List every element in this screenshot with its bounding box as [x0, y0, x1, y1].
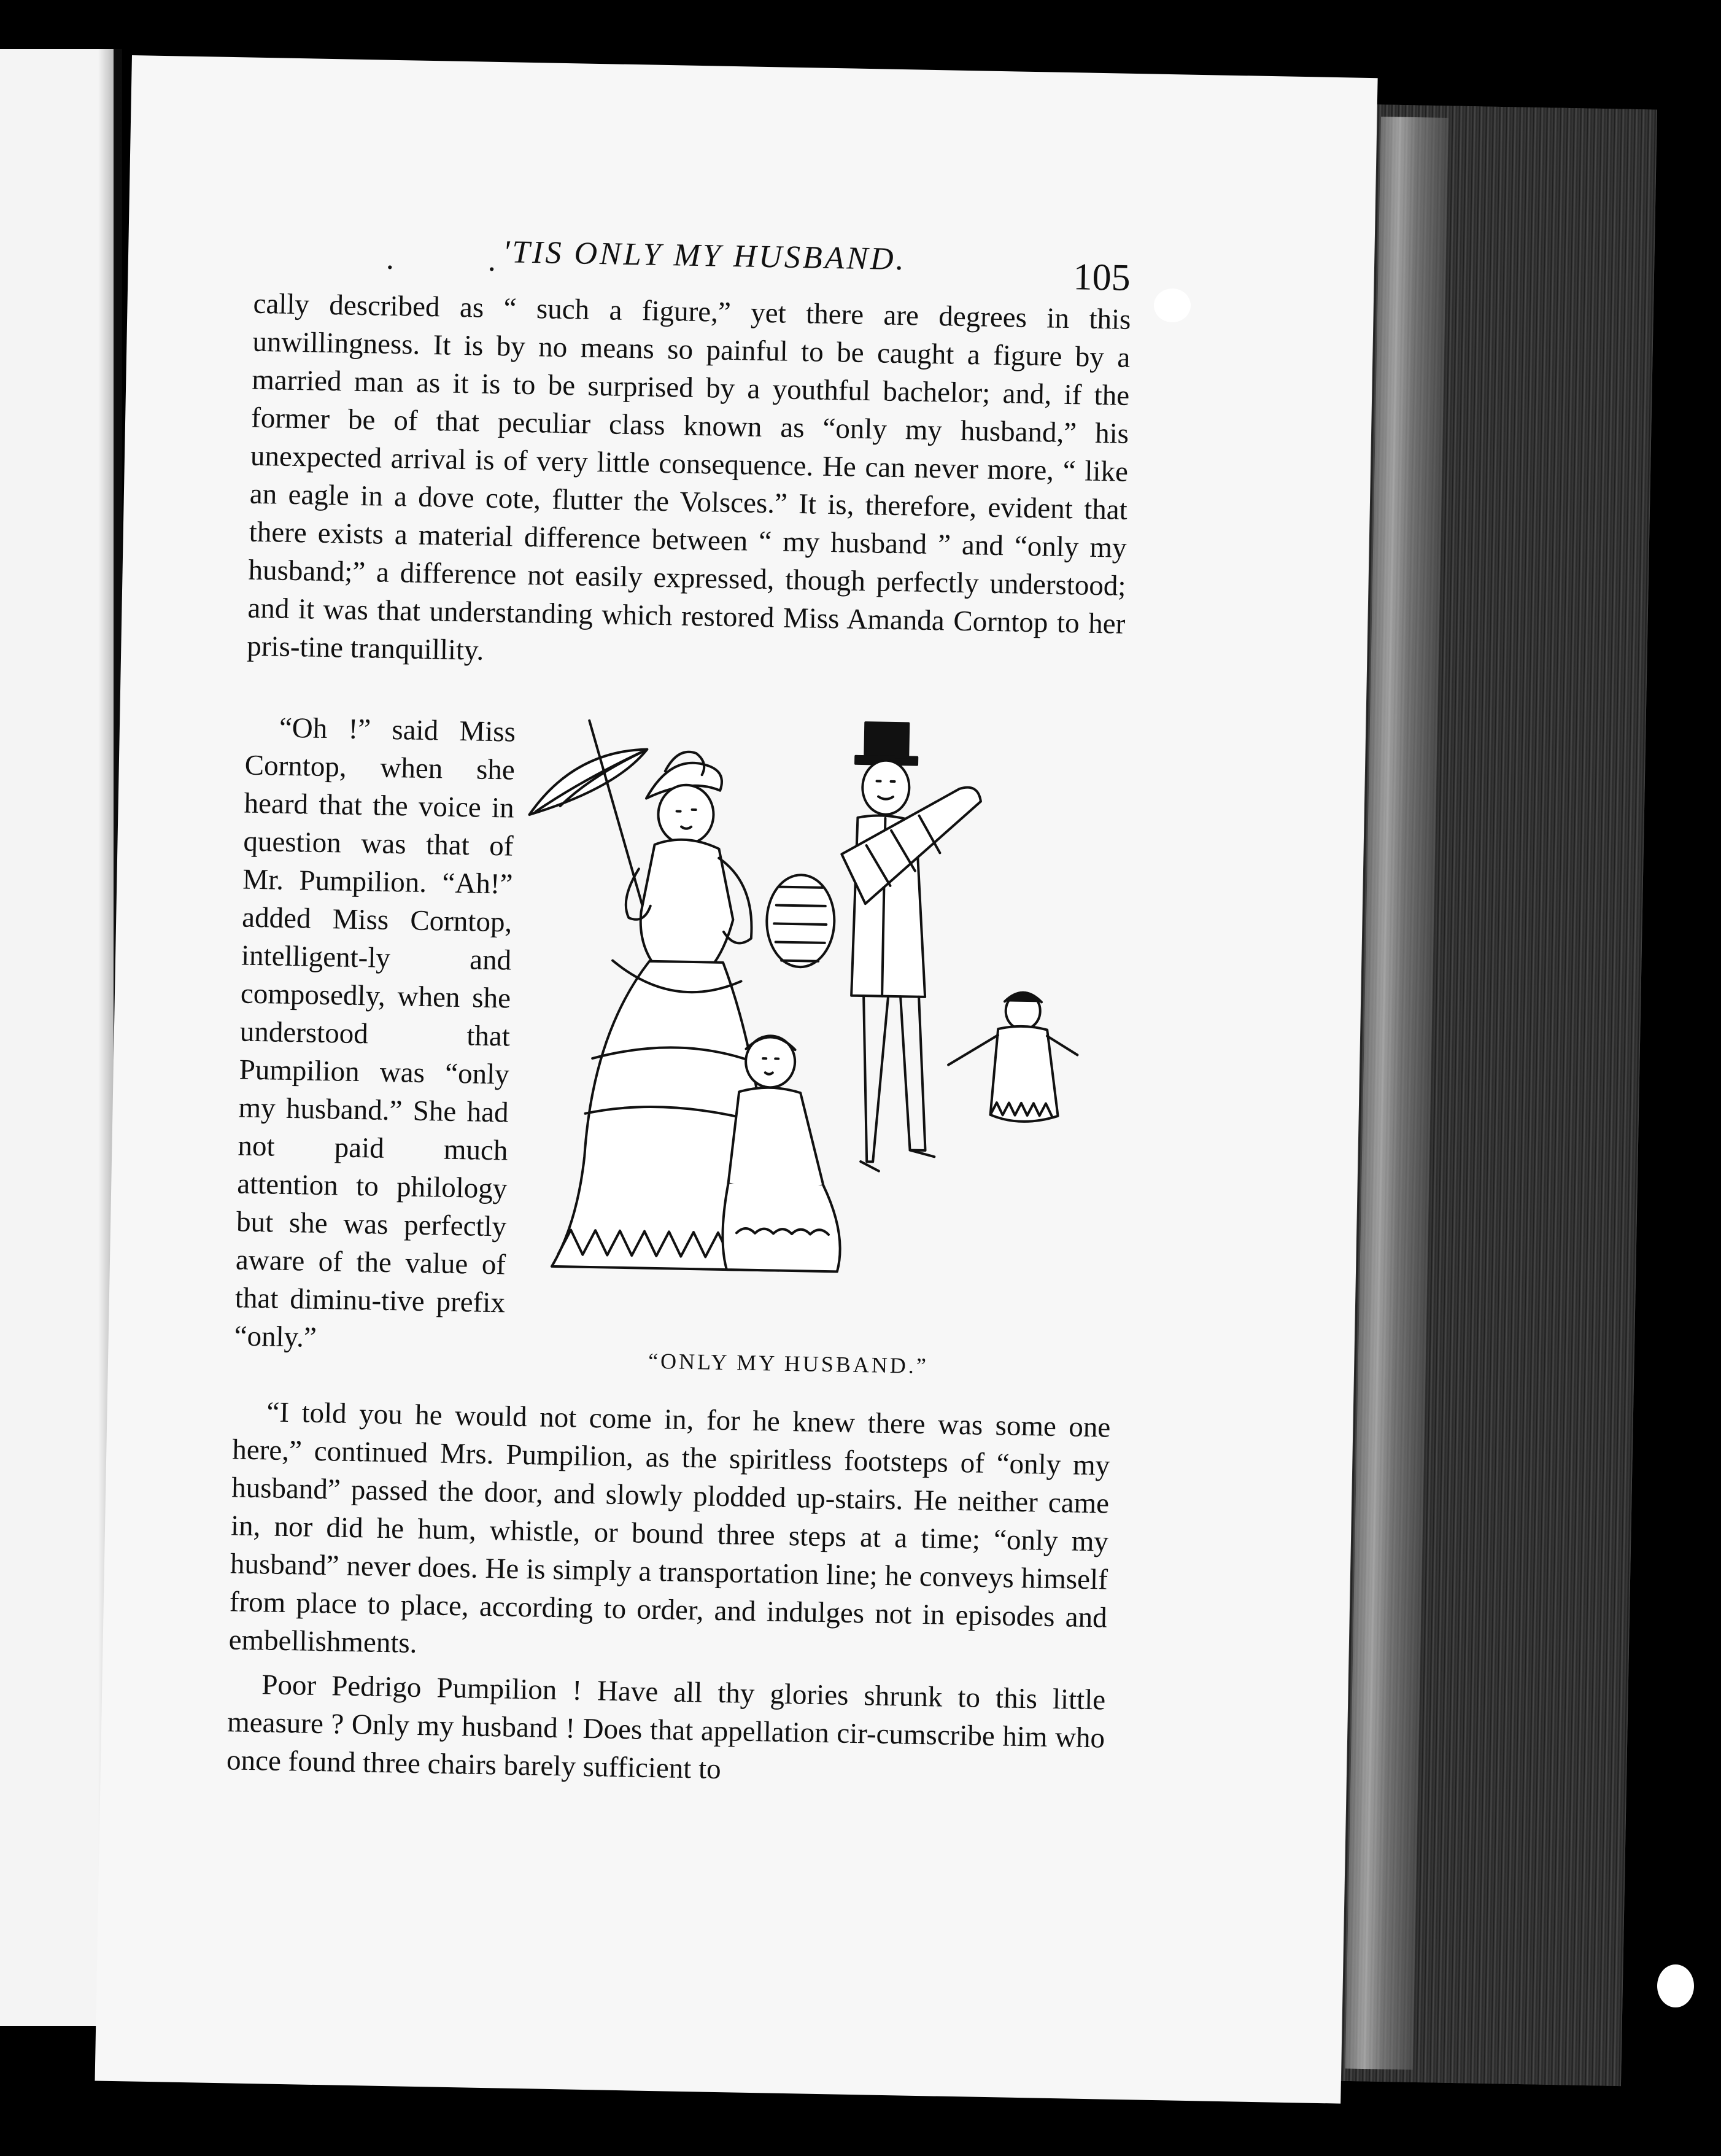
paragraph: “Oh !” said Miss Corntop, when she heard that the voice in question was that of Mr. Pumpilion. “Ah!” added Miss Corntop, intelligent-ly and composedly, when she understood that Pumpilion was “only my husband.” She had not paid much attention to philology but she was perfectly aware of the value of that diminu-tive prefix “only.” [234, 712, 516, 1354]
running-head-title: 'TIS ONLY MY HUSBAND. [502, 235, 907, 277]
scan-artifact [1154, 289, 1191, 322]
text-column-beside-illustration [234, 708, 516, 1360]
page-number: 105 [1073, 256, 1131, 299]
illustration [514, 713, 1096, 1350]
paragraph: “I told you he would not come in, for he knew there was some one here,” continued Mrs. Pumpilion, as the spiritless footsteps of “only my husband” passed the door, and slowly plodded up-stairs. He neither came in, nor did he hum, whistle, or bound three steps at a time; “only my husband” never does. He is simply a transportation line; he conveys himself from place to place, according to order, and indulges not in episodes and embellishments. [228, 1396, 1111, 1659]
illustration-drawing [514, 713, 1096, 1350]
text-block-bottom [226, 1392, 1111, 1795]
text-block-top [246, 285, 1131, 724]
paragraph: cally described as “ such a figure,” yet there are degrees in this unwillingness. It is by no means so painful to be caught a figure by a married man as it is to be surprised by a youthful bachelor; and, if the former be of that peculiar class known as “only my husband,” his unexpected arrival is of very little consequence. He can never more, “ like an eagle in a dove cote, flutter the Volsces.” It is, therefore, evident that there exists a material difference between “ my husband ” and “only my husband;” a difference not easily expressed, though perfectly understood; and it was that understanding which restored Miss Amanda Corntop to her pris-tine tranquillity. [246, 287, 1131, 667]
scan-artifact [1657, 1964, 1694, 2007]
paragraph: Poor Pedrigo Pumpilion ! Have all thy glories shrunk to this little measure ? Only my husband ! Does that appellation cir-cumscribe him who once found three chairs barely sufficient to [226, 1669, 1106, 1786]
book-page [95, 55, 1378, 2104]
illustration-caption: “ONLY MY HUSBAND.” [648, 1348, 929, 1379]
running-head-dots: . . [385, 241, 540, 279]
